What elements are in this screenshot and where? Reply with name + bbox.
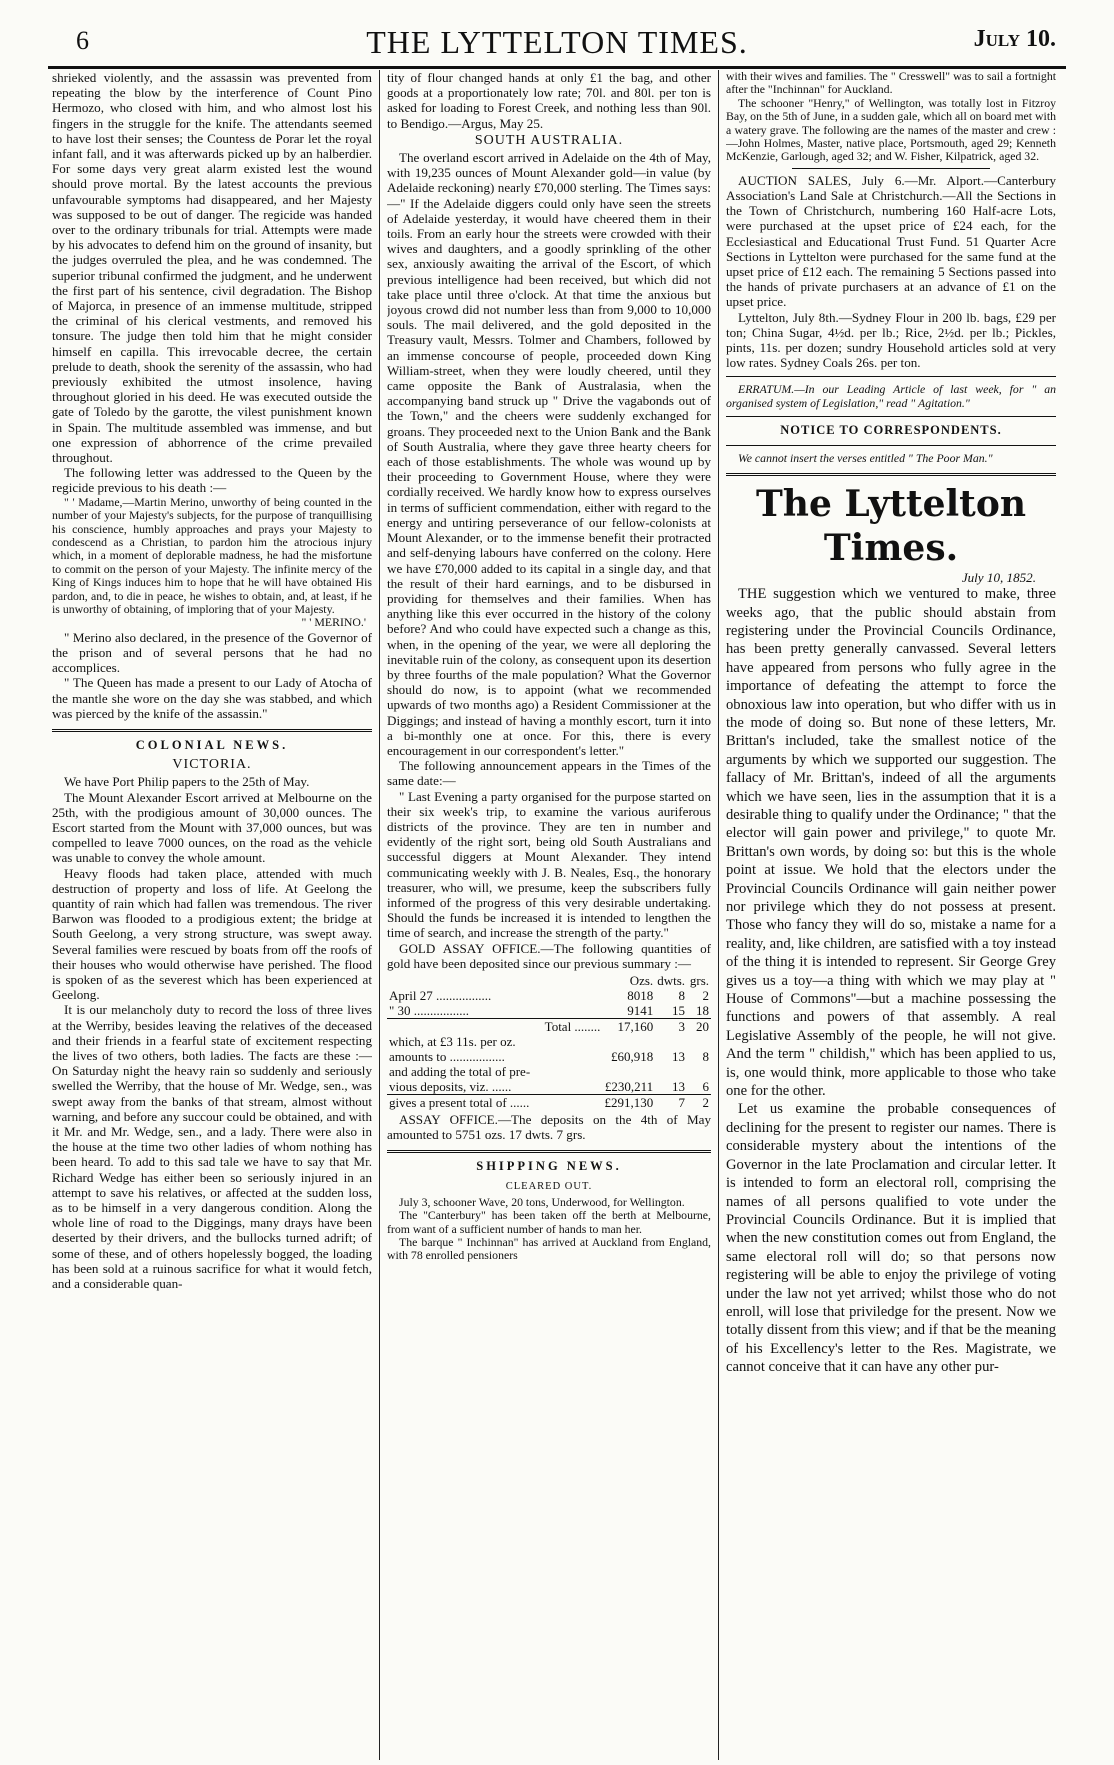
editorial-title: The Lyttelton Times. xyxy=(756,482,1026,569)
gold-assay-table xyxy=(387,973,711,1110)
table-cell: 15 xyxy=(672,1002,685,1018)
table-cell: 3 xyxy=(655,1018,687,1034)
sub-heading: CLEARED OUT. xyxy=(505,1180,593,1192)
section-rule xyxy=(52,729,372,732)
table-cell: 20 xyxy=(687,1018,711,1034)
article-text: The Mount Alexander Escort arrived at Melbourne on the 25th, with the prodigious amount of 30,000 ounces. The Escort started from the Mount with 37,000 ounces, but was compelled to leave 7000 ounces, on the road as the vehicle was unable to convey the whole amount. xyxy=(52,789,372,866)
table-row xyxy=(387,1064,711,1079)
table-cell: 13 xyxy=(672,1048,685,1064)
section-heading: NOTICE TO CORRESPONDENTS. xyxy=(780,423,1002,438)
row-label: vious deposits, viz. ...... xyxy=(389,1078,512,1094)
article-text: ASSAY OFFICE.—The deposits on the 4th of May amounted to 5751 ozs. 17 dwts. 7 grs. xyxy=(387,1111,711,1143)
table-cell: 13 xyxy=(672,1078,685,1094)
table-cell: 8018 xyxy=(627,987,654,1003)
article-text: The following announcement appears in the Times of the same date:— xyxy=(387,758,711,789)
table-row xyxy=(387,1003,711,1019)
column-divider xyxy=(718,70,719,1760)
table-cell: 9141 xyxy=(627,1002,654,1018)
row-label: " 30 ................. xyxy=(389,1002,470,1018)
section-rule xyxy=(726,473,1056,476)
page-number: 6 xyxy=(76,26,89,55)
column-header: grs. xyxy=(689,972,709,988)
table-cell: £60,918 xyxy=(610,1048,654,1064)
table-cell: £230,211 xyxy=(604,1078,654,1094)
sub-heading: SOUTH AUSTRALIA. xyxy=(474,132,624,148)
article-text: The following letter was addressed to the Queen by the regicide previous to his death :— xyxy=(52,465,372,496)
column-divider xyxy=(379,70,380,1760)
row-label: and adding the total of pre- xyxy=(389,1063,531,1079)
masthead xyxy=(48,14,1066,69)
article-text: " The Queen has made a present to our Lady of Atocha of the mantle she wore on the day she was stabbed, and which was pierced by the knife of the assassin." xyxy=(52,675,372,721)
table-cell: 2 xyxy=(702,987,709,1003)
table-grand-total-row xyxy=(387,1094,711,1110)
table-header-row xyxy=(387,973,711,988)
section-heading: COLONIAL NEWS. xyxy=(135,737,289,752)
divider xyxy=(726,445,1056,446)
article-text: July 3, schooner Wave, 20 tons, Underwood, for Wellington. xyxy=(399,1194,685,1209)
letter-text: " ' Madame,—Martin Merino, unworthy of being counted in the number of your Majesty's subjects, for the purpose of tranquillising his conscience, humbly approaches and prays your Majesty to condescend as a Christian, to pardon him the atrocious injury which, in a moment of deplorable madness, he had the misfortune to commit on the person of your Majesty. The infinite mercy of the King of Kings induces him to hope that he will have obtained His pardon, and, to die in peace, he wishes to obtain, and, at least, if he is unworthy of obtaining, of imploring that of your Majesty. xyxy=(52,494,372,616)
issue-date: July 10. xyxy=(973,26,1056,52)
table-cell: 2 xyxy=(687,1094,711,1110)
column-1 xyxy=(52,70,372,1760)
column-2 xyxy=(387,70,711,1760)
table-cell: 18 xyxy=(696,1002,709,1018)
row-label: April 27 ................. xyxy=(389,987,492,1003)
section-heading: SHIPPING NEWS. xyxy=(476,1159,622,1174)
article-text: The overland escort arrived in Adelaide on the 4th of May, with 19,235 ounces of Mount Alexander gold—in value (by Adelaide reckoning) nearly £70,000 sterling. The Times says: —" If the Adelaide diggers could only have seen the streets of Adelaide yesterday, it would have cheered them in their toils. From an early hour the streets were crowded with their wives and daughters, and a goodly sprinkling of the other sex, anxiously awaiting the arrival of the Escort, of which previous intelligence had been received, but which did not take place until three o'clock. At that time the anxious but joyous crowd did not number less than from 9,000 to 10,000 souls. The mail delivered, and the gold deposited in the Treasury vault, Messrs. Tolmer and Chambers, followed by an immense concourse of people, proceeded down King William-street, when they were loudly cheered, until they came opposite the Bank of Australasia, when the accompanying band struck up " Drive the vagabonds out of the Town," and the cheers were suddenly exchanged for groans. They proceeded next to the Union Bank and the Bank of South Australia, where they gave three hearty cheers for each of those establishments. The whole was wound up by their proceeding to Government House, where they were cordially received. We hardly know how to express ourselves in terms of sufficient commendation, either with regard to the energy and untiring perseverance of our fellow-colonists at Mount Alexander, or to the immense benefit their protracted and self-denying labours have conferred on the colony. Here we have £70,000 added to its capital in a single day, and that the result of their hard earnings, and to be disbursed in providing for themselves and their families. When has anything like this ever occurred in the history of the colony before? And who could have expected such a change as this, when, in the opening of the year, we were all deploring the inevitable ruin of the colony, as consequent upon its desertion by three fourths of the male population? What the Governor should do now, is to appoint (what we recommended upwards of two months ago) a Resident Commissioner at the Diggings; and instead of having a monthly escort, turn it into a bi-monthly one at once. For this, there is every encouragement in our correspondent's letter." xyxy=(387,150,711,758)
letter-signature: " ' MERINO.' xyxy=(301,615,366,630)
row-label: Total ........ xyxy=(387,1018,602,1034)
table-row xyxy=(387,1049,711,1064)
article-text: The barque " Inchinnan" has arrived at Auckland from England, with 78 enrolled pensioners xyxy=(387,1235,711,1263)
table-cell: 6 xyxy=(702,1078,709,1094)
article-text: We have Port Philip papers to the 25th of May. xyxy=(64,774,310,790)
article-text: It is our melancholy duty to record the loss of three lives at the Werriby, besides leaving the relatives of the deceased and their friends in a fearful state of excitement respecting the lives of two others, both ladies. The facts are these :—On Saturday night the heavy rain so suddenly and seriously swelled the Werriby, that the house of Mr. Wedge, sen., was swept away from the banks of that stream, almost without warning, and before any succour could be obtained, and with it Mr. and Mr. Wedge, sen., and a lady. There were also in the house at the time two other ladies of whom nothing has been heard. To add to this sad tale we have to say that Mr. Richard Wedge has either been so seriously injured in an attempt to save his relatives, or affected at the sudden loss, as to be himself in a very dangerous condition. Along the whole line of road to the Diggings, many drays have been deserted by their drivers, and the bullocks turned adrift; of some of these, and of others hopelessly bogged, the loading has been sold at a ruinous sacrifice for what it would fetch, and a considerable quan- xyxy=(52,1002,372,1292)
article-text: shrieked violently, and the assassin was prevented from repeating the blow by the interference of Count Pino Hermozo, who closed with him, and who almost lost his fingers in the struggle for the knife. The attendants seemed to have lost their senses; the Countess de Porar let the royal infant fall, and it was afterwards picked up by an halberdier. For some days very great alarm existed lest the wound should prove mortal. By the latest accounts the previous unfavourable symptoms had disappeared, and her Majesty was supposed to be out of danger. The regicide was handed over to the ordinary tribunals for trial. Attempts were made by his advocates to defend him on the ground of insanity, but the judges overruled the plea, and he was condemned. The superior tribunal confirmed the judgment, and he underwent the first part of his sentence, civil degradation. The Bishop of Majorca, in presence of an immense multitude, stripped the criminal of his clerical vestments, and removed his tonsure. The judge then told him that he might consider himself en capilla. This irrevocable decree, the certain prelude to death, shook the serenity of the assassin, who had previously exhibited the utmost insolence, having throughout gloried in his deed. He was executed outside the gate of Toledo by the garotte, the vilest punishment known in Spain. The multitude assembled was immense, and but one expression of abhorrence of the crime prevailed throughout. xyxy=(52,70,372,466)
article-text: " Merino also declared, in the presence of the Governor of the prison and of several persons that he had no accomplices. xyxy=(52,629,372,676)
article-text: Lyttelton, July 8th.—Sydney Flour in 200 lb. bags, £29 per ton; China Sugar, 4½d. per lb.; Rice, 2½d. per lb.; Pickles, pints, 11s. per dozen; sundry Household articles sold at very low rates. Sydney Coals 26s. per ton. xyxy=(726,309,1056,371)
article-text: Heavy floods had taken place, attended with much destruction of property and loss of life. At Geelong the quantity of rain which had fallen was tremendous. The river Barwon was flooded to a prodigious extent; the bridge at South Geelong, a very strong structure, was swept away. Several families were rescued by boats from off the roofs of their houses who would otherwise have perished. The flood is spoken of as the severest which has been experienced at Geelong. xyxy=(52,865,372,1003)
notice-text: We cannot insert the verses entitled " The Poor Man." xyxy=(738,450,993,465)
divider xyxy=(792,168,990,169)
table-cell: 8 xyxy=(702,1048,709,1064)
divider xyxy=(726,376,1056,377)
column-header: dwts. xyxy=(657,972,685,988)
editorial-text: Let us examine the probable consequences of declining for the present to register our names. There is considerable mystery about the intentions of the Governor in the late Proclamation and circular letter. It is intended to form an electoral roll, comprising the names of all persons qualified to vote under the Provincial Councils Ordinance. But it is implied that when the new constitution comes out from England, the same electoral roll will do; so that persons now registering will be able to enjoy the privilege of voting under the law not yet arrived; whilst those who do not enroll, will lose that priviledge for the present. Now we totally dissent from this view; and if that be the meaning of his Excellency's letter to the Res. Magistrate, we cannot conceive that it can have any other pur- xyxy=(726,1101,1056,1376)
row-label: amounts to ................. xyxy=(389,1048,505,1064)
table-row xyxy=(387,1034,711,1049)
article-text: tity of flour changed hands at only £1 the bag, and other goods at a proportionately low rate; 70l. and 80l. per ton is asked for loading to Forest Creek, and nothing less than 90l. to Bendigo.—Argus, May 25. xyxy=(387,70,711,131)
table-cell: 8 xyxy=(678,987,685,1003)
section-rule xyxy=(387,1150,711,1153)
row-label: gives a present total of ...... xyxy=(387,1094,602,1110)
editorial-text: THE suggestion which we ventured to make, three weeks ago, that the public should abstain from registering under the Provincial Councils Ordinance, has been pretty generally canvassed. Several letters have appeared from persons who fully agree in the importance of defeating the attempt to force the obnoxious law into operation, but who differ with us in the mode of doing so. But none of these letters, Mr. Brittan's included, take the smallest notice of the arguments by which we supported our suggestion. The fallacy of Mr. Brittan's, indeed of all the arguments which we have seen, lies in the assumption that it is a desirable thing to qualify under the Ordinance; " that the elector will gain power and privilege," to quote Mr. Brittan's own words, by doing so: but this is the whole point at issue. We hold that the electors under the Provincial Councils Ordinance will gain neither power nor privilege which they do not possess at present. Those who fancy they will do so, mistake a name for a reality, and, like children, are satisfied with a toy instead of the thing it is intended to represent. Sir George Grey gives us a toy—a thing with which we may play at " House of Commons"—but a machine possessing the functions and powers of that assembly. A real Legislative Assembly of the people, he will not give. And the term " childish," which has been applied to us, is, one would think, more applicable to those who take one for the other. xyxy=(726,586,1056,1100)
table-total-row xyxy=(387,1018,711,1034)
row-label: which, at £3 11s. per oz. xyxy=(389,1033,516,1049)
divider xyxy=(726,416,1056,417)
article-text: The "Canterbury" has been taken off the berth at Melbourne, from want of a sufficient number of hands to man her. xyxy=(387,1208,711,1236)
article-text: " Last Evening a party organised for the purpose started on their six week's trip, to examine the various auriferous districts of the province. They are ten in number and evidently of the right sort, being old South Australians and successful diggers at Mount Alexander. They intend communicating weekly with J. B. Neales, Esq., the honorary treasurer, who will, we presume, keep the subscribers fully informed of the progress of this very desirable undertaking. Should the funds be increased it is intended to lengthen the time of search, and increase the strength of the party." xyxy=(387,788,711,941)
table-cell: £291,130 xyxy=(604,1094,654,1110)
article-text: The schooner "Henry," of Wellington, was totally lost in Fitzroy Bay, on the 5th of June, in a sudden gale, which all on board met with a watery grave. The following are the names of the master and crew :—John Holmes, Master, native place, Portsmouth, aged 29; Kenneth McKenzie, Garlough, aged 32; and W. Fisher, Kilpatrick, aged 32. xyxy=(726,95,1056,164)
table-cell: 7 xyxy=(655,1094,687,1110)
article-text: with their wives and families. The " Cresswell" was to sail a fortnight after the "Inchinnan" for Auckland. xyxy=(726,70,1056,97)
column-3 xyxy=(726,70,1056,1760)
table-row xyxy=(387,1079,711,1095)
newspaper-title: THE LYTTELTON TIMES. xyxy=(366,24,748,60)
article-text: AUCTION SALES, July 6.—Mr. Alport.—Canterbury Association's Land Sale at Christchurch.—All the Sections in the Town of Christchurch, numbering 160 Half-acre Lots, were purchased at the upset price of £24 each, for the Ecclesiastical and Educational Trust Fund. 51 Quarter Acre Sections in Lyttelton were purchased for the same fund at the upset price of £12 each. The remaining 5 Sections passed into the hands of private purchasers at an advance of £1 on the upset price. xyxy=(726,172,1056,310)
sub-heading: VICTORIA. xyxy=(172,757,252,773)
table-row xyxy=(387,988,711,1003)
editorial-date: July 10, 1852. xyxy=(961,569,1036,585)
table-cell: 17,160 xyxy=(602,1018,655,1034)
article-text: GOLD ASSAY OFFICE.—The following quantities of gold have been deposited since our previous summary :— xyxy=(387,940,711,971)
erratum: ERRATUM.—In our Leading Article of last week, for " an organised system of Legislation," read " Agitation." xyxy=(726,382,1056,410)
column-header: Ozs. xyxy=(629,972,654,988)
